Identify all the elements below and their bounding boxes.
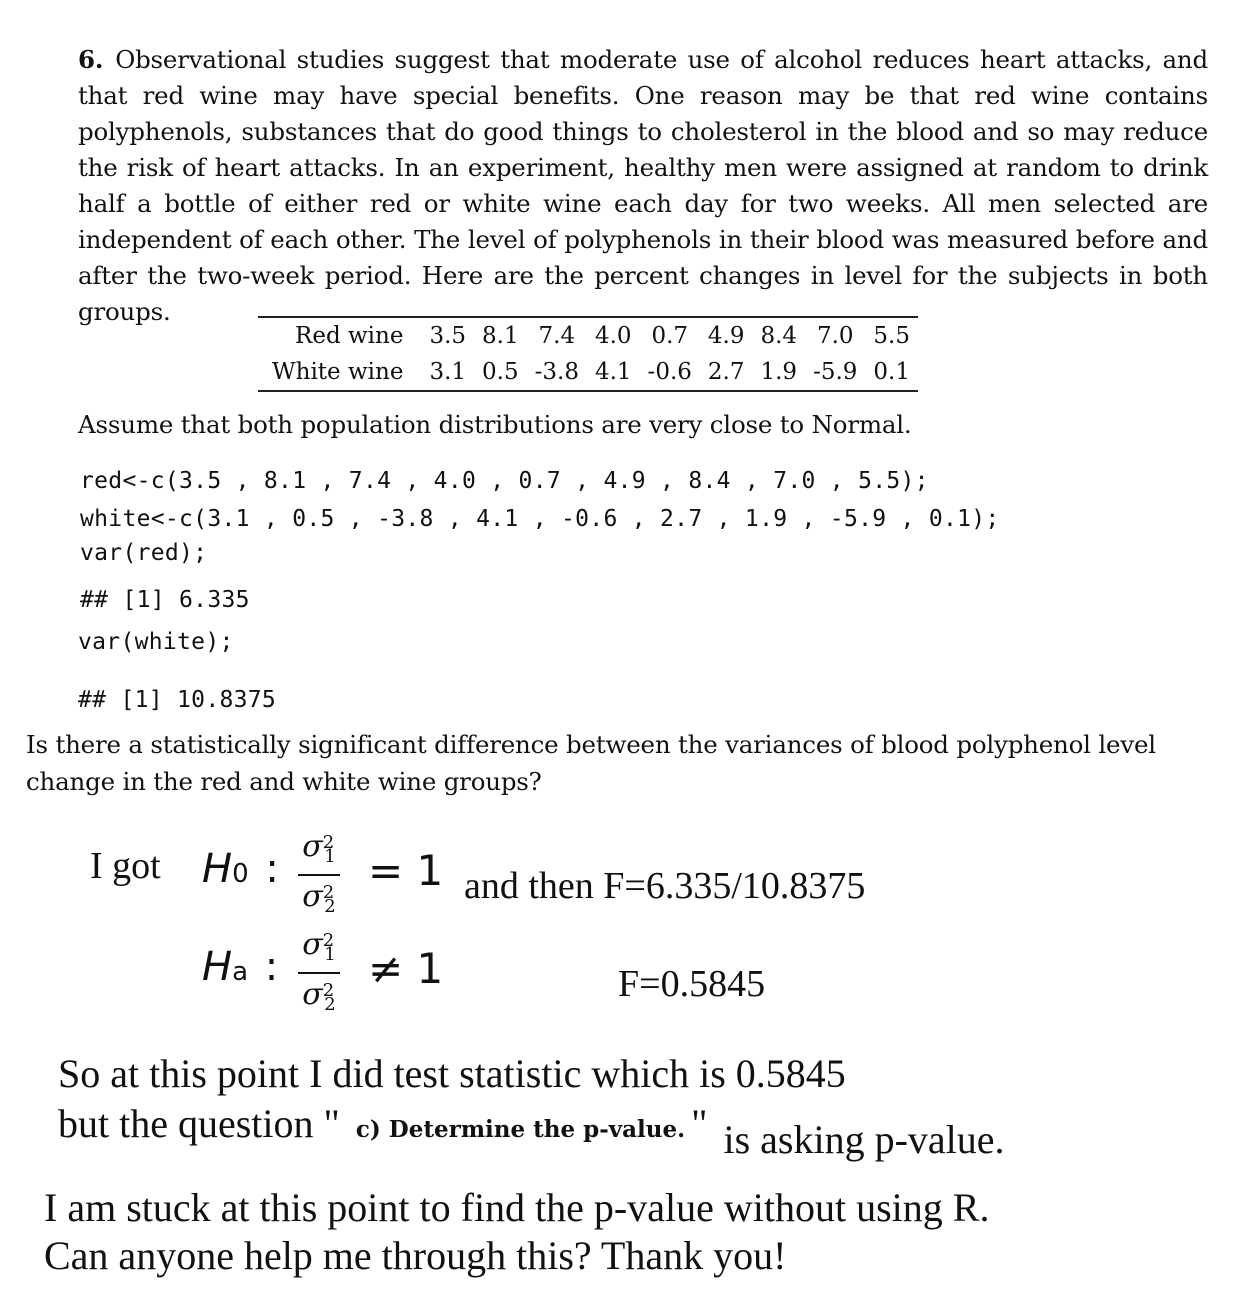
subscript: 2 [324, 896, 336, 917]
note-line-1: So at this point I did test statistic which is 0.5845 [58, 1051, 846, 1096]
code-output-var-red: ## [1] 6.335 [80, 587, 250, 613]
f-computation: and then F=6.335/10.8375 [464, 865, 866, 907]
equals-one: = 1 [368, 846, 444, 895]
h-symbol: H [202, 846, 233, 892]
code-line-white: white<-c(3.1 , 0.5 , -3.8 , 4.1 , -0.6 , 2.7 , 1.9 , -5.9 , 0.1); [80, 506, 1000, 532]
table-row-white [258, 354, 918, 391]
sigma-symbol: σ [302, 879, 323, 914]
variance-ratio-null [298, 828, 340, 922]
row-label: White wine [272, 359, 404, 385]
superscript: 2 [322, 930, 335, 951]
table-cell: -5.9 [813, 359, 858, 385]
subscript: 1 [324, 944, 336, 965]
table-cell: 0.7 [651, 323, 689, 349]
question-text: Is there a statistically significant difference between the variances of blood polyphenol level change in the red and white wine groups? [26, 730, 1156, 796]
table-cell: 4.0 [594, 323, 632, 349]
table-cell: -3.8 [534, 359, 579, 385]
code-output-var-white: ## [1] 10.8375 [78, 687, 277, 713]
superscript: 2 [322, 980, 335, 1001]
subscript: 1 [324, 846, 336, 867]
colon: : [264, 944, 279, 990]
table-cell: 7.0 [816, 323, 854, 349]
problem-text: Observational studies suggest that moderate use of alcohol reduces heart attacks, and that red wine may have special benefits. One reason may be that red wine contains polyphenols, substances that do good things to cholesterol in the blood and so may reduce the risk of heart attacks. In an experiment, healthy men were assigned at random to drink half a bottle of either red or white wine each day for two weeks. All men selected are independent of each other. The level of polyphenols in their blood was measured before and after the two-week period. Here are the percent changes in level for the subjects in both groups. [78, 45, 1208, 326]
sigma-symbol: σ [302, 977, 323, 1012]
h-symbol: H [202, 944, 233, 990]
table-cell: 3.5 [429, 323, 467, 349]
superscript: 2 [322, 882, 335, 903]
sigma-symbol: σ [302, 829, 323, 864]
table-cell: 1.9 [760, 359, 798, 385]
fraction-bar [298, 972, 340, 974]
table-cell: 2.7 [707, 359, 745, 385]
quote-mark: " [691, 1101, 708, 1146]
problem-statement [78, 42, 1208, 330]
i-got-label: I got [90, 845, 161, 887]
row-label: Red wine [295, 323, 404, 349]
variance-ratio-alt [298, 926, 340, 1020]
problem-number: 6. [78, 45, 104, 74]
null-hypothesis [202, 846, 279, 892]
code-line-var-red: var(red); [80, 540, 208, 566]
table-cell: -0.6 [647, 359, 692, 385]
table-row-red [258, 317, 918, 354]
table-cell: 3.1 [429, 359, 467, 385]
table-cell: 7.4 [538, 323, 576, 349]
table-cell: 4.1 [594, 359, 632, 385]
subscript: a [232, 957, 249, 987]
table-cell: 4.9 [707, 323, 745, 349]
table-cell: 8.1 [482, 323, 519, 349]
quoted-question: c) Determine the p-value. [355, 1116, 686, 1143]
superscript: 2 [322, 832, 335, 853]
assumption-text: Assume that both population distributions are very close to Normal. [78, 410, 912, 439]
table-cell: 8.4 [760, 323, 798, 349]
table-cell: 0.5 [482, 359, 519, 385]
subscript: 2 [324, 994, 336, 1015]
note-text: but the question " [58, 1101, 340, 1146]
code-line-var-white: var(white); [78, 629, 234, 655]
note-line-2 [58, 1100, 1005, 1162]
note-line-4: Can anyone help me through this? Thank you! [44, 1233, 787, 1278]
subscript: 0 [232, 859, 249, 889]
table-cell: 5.5 [873, 323, 910, 349]
colon: : [265, 846, 279, 892]
alternative-hypothesis [202, 944, 278, 990]
fraction-bar [298, 874, 340, 876]
not-equals-one: ≠ 1 [368, 944, 444, 993]
f-value: F=0.5845 [618, 963, 766, 1005]
note-line-3: I am stuck at this point to find the p-value without using R. [44, 1185, 990, 1230]
data-table [258, 316, 918, 392]
code-line-red: red<-c(3.5 , 8.1 , 7.4 , 4.0 , 0.7 , 4.9 , 8.4 , 7.0 , 5.5); [80, 468, 929, 494]
sigma-symbol: σ [302, 927, 323, 962]
note-text: is asking p-value. [723, 1117, 1005, 1162]
table-cell: 0.1 [873, 359, 910, 385]
